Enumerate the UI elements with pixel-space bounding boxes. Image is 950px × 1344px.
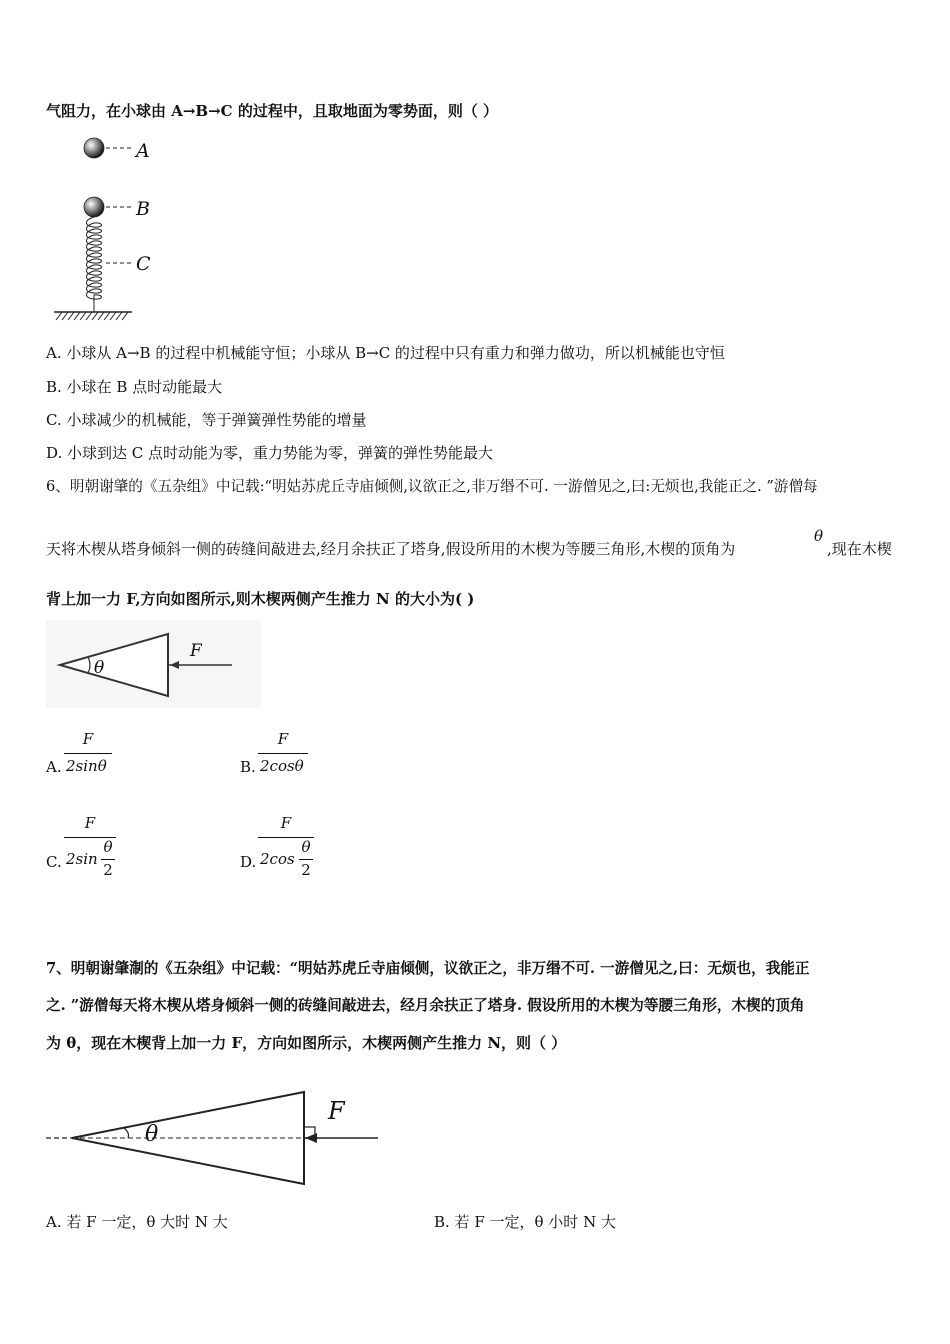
q6-line2a: 天将木楔从塔身倾斜一侧的砖缝间敲进去,经月余扶正了塔身,假设所用的木楔为等腰三角形,木楔的顶角为 <box>46 540 736 558</box>
q5-option-c: C. 小球减少的机械能，等于弹簧弹性势能的增量 <box>46 411 367 429</box>
q6-option-c-fraction <box>64 814 120 886</box>
q5-option-a: A. 小球从 A→B 的过程中机械能守恒；小球从 B→C 的过程中只有重力和弹力做功，所以机械能也守恒 <box>46 344 725 362</box>
label-a: A <box>136 140 150 162</box>
q5-spring-figure <box>40 130 170 330</box>
q6-line1: 6、明朝谢肇的《五杂组》中记载:“明姑苏虎丘寺庙倾侧,议欲正之,非万缗不可. 一游僧见之,曰:无烦也,我能正之. ”游僧每 <box>46 478 818 495</box>
label-b: B <box>136 198 150 220</box>
q7-option-b: B. 若 F 一定，θ 小时 N 大 <box>434 1213 616 1231</box>
q7-line3: 为 θ，现在木楔背上加一力 F，方向如图所示，木楔两侧产生推力 N，则（ ） <box>46 1034 567 1052</box>
q5-option-b: B. 小球在 B 点时动能最大 <box>46 378 223 396</box>
q7-line1: 7、明朝谢肇淛的《五杂组》中记载：“明姑苏虎丘寺庙倾侧，议欲正之，非万缗不可. 一游僧见之,曰：无烦也，我能正 <box>46 960 810 977</box>
q6-option-b-label: B. <box>240 758 256 776</box>
q6-option-d-label: D. <box>240 853 257 871</box>
q6-option-a-fraction <box>64 730 114 778</box>
spring-icon <box>87 217 102 312</box>
q6-line3: 背上加一力 F,方向如图所示,则木楔两侧产生推力 N 的大小为( ) <box>46 590 475 608</box>
fraction-denominator: 2sinθ <box>66 757 107 775</box>
ball-at-a <box>84 138 104 158</box>
fraction-numerator: F <box>277 730 289 748</box>
q7-force-label: F <box>328 1097 345 1125</box>
half-numerator: θ <box>103 838 113 856</box>
fraction-numerator: F <box>82 730 94 748</box>
q6-option-a-label: A. <box>46 758 62 776</box>
fraction-denominator: 2sin <box>66 850 98 868</box>
q5-option-d: D. 小球到达 C 点时动能为零，重力势能为零，弹簧的弹性势能最大 <box>46 444 494 462</box>
q6-theta: θ <box>814 527 824 545</box>
ball-at-b <box>84 197 104 217</box>
half-numerator: θ <box>301 838 311 856</box>
q6-line2b: ,现在木楔 <box>827 540 892 558</box>
half-denominator: 2 <box>103 861 113 879</box>
half-denominator: 2 <box>301 861 311 879</box>
q7-angle-label: θ <box>145 1122 159 1147</box>
q6-option-b-fraction <box>258 730 312 778</box>
fraction-denominator: 2cosθ <box>260 757 304 775</box>
q6-option-d-fraction <box>258 814 318 886</box>
fraction-numerator: F <box>84 814 96 832</box>
label-c: C <box>136 253 151 275</box>
q6-angle-label: θ <box>94 658 105 678</box>
q6-wedge-figure <box>46 620 266 710</box>
q7-option-a: A. 若 F 一定，θ 大时 N 大 <box>46 1213 228 1231</box>
q7-line2: 之. ”游僧每天将木楔从塔身倾斜一侧的砖缝间敲进去，经月余扶正了塔身. 假设所用的木楔为等腰三角形，木楔的顶角 <box>46 997 805 1014</box>
q6-force-label: F <box>190 641 202 661</box>
q6-option-c-label: C. <box>46 853 62 871</box>
fraction-numerator: F <box>280 814 292 832</box>
fraction-denominator: 2cos <box>260 850 295 868</box>
q5-stem-tail: 气阻力，在小球由 A→B→C 的过程中，且取地面为零势面，则（ ） <box>46 102 499 120</box>
